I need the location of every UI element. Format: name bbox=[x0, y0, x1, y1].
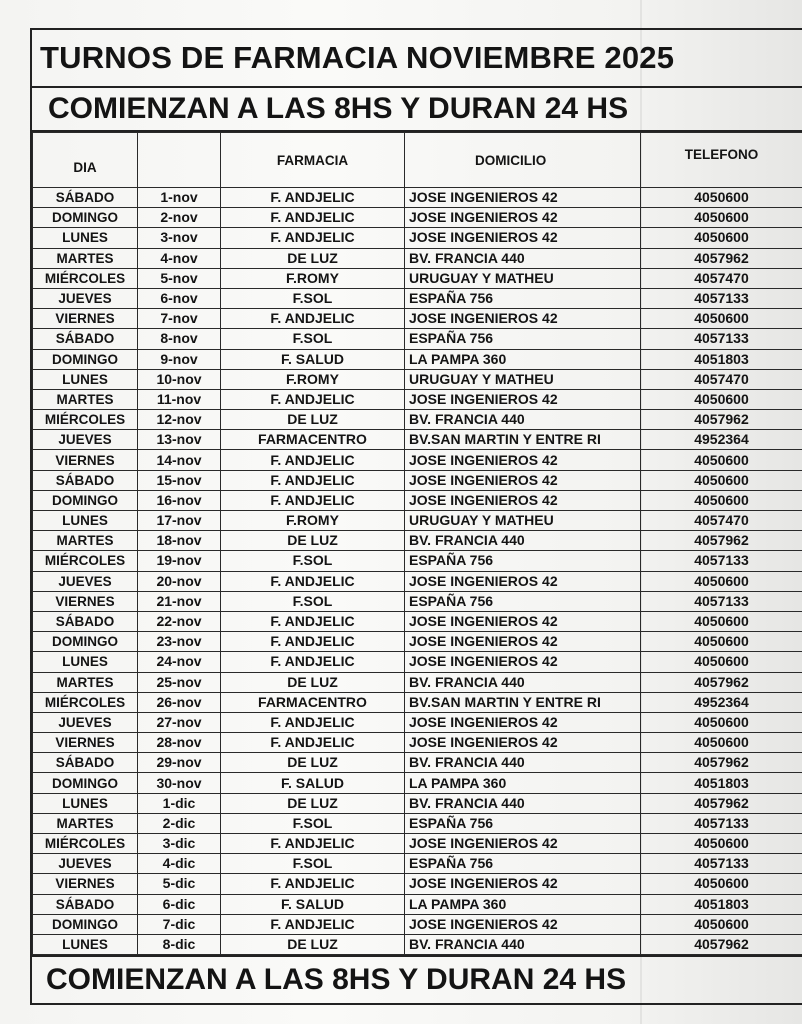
cell-fecha: 3-nov bbox=[138, 228, 221, 248]
table-row bbox=[33, 914, 802, 934]
cell-telefono: 4051803 bbox=[641, 894, 802, 914]
cell-domicilio: JOSE INGENIEROS 42 bbox=[405, 188, 641, 208]
cell-telefono: 4050600 bbox=[641, 652, 802, 672]
cell-telefono: 4050600 bbox=[641, 712, 802, 732]
cell-dia: LUNES bbox=[33, 369, 138, 389]
cell-fecha: 22-nov bbox=[138, 611, 221, 631]
cell-fecha: 26-nov bbox=[138, 692, 221, 712]
cell-telefono: 4050600 bbox=[641, 188, 802, 208]
cell-telefono: 4057133 bbox=[641, 813, 802, 833]
cell-farmacia: F. ANDJELIC bbox=[221, 208, 405, 228]
cell-telefono: 4057133 bbox=[641, 288, 802, 308]
table-row bbox=[33, 753, 802, 773]
cell-domicilio: LA PAMPA 360 bbox=[405, 773, 641, 793]
table-row bbox=[33, 430, 802, 450]
cell-farmacia: F. ANDJELIC bbox=[221, 450, 405, 470]
cell-farmacia: DE LUZ bbox=[221, 410, 405, 430]
cell-fecha: 14-nov bbox=[138, 450, 221, 470]
cell-domicilio: LA PAMPA 360 bbox=[405, 349, 641, 369]
column-header-telefono: TELEFONO bbox=[641, 133, 802, 188]
cell-telefono: 4051803 bbox=[641, 773, 802, 793]
cell-dia: SÁBADO bbox=[33, 188, 138, 208]
cell-fecha: 2-nov bbox=[138, 208, 221, 228]
table-row bbox=[33, 894, 802, 914]
cell-fecha: 6-dic bbox=[138, 894, 221, 914]
cell-fecha: 21-nov bbox=[138, 591, 221, 611]
cell-domicilio: URUGUAY Y MATHEU bbox=[405, 511, 641, 531]
table-row bbox=[33, 551, 802, 571]
cell-farmacia: F.SOL bbox=[221, 288, 405, 308]
cell-telefono: 4050600 bbox=[641, 389, 802, 409]
table-row bbox=[33, 410, 802, 430]
cell-farmacia: F. ANDJELIC bbox=[221, 389, 405, 409]
cell-dia: DOMINGO bbox=[33, 914, 138, 934]
cell-dia: JUEVES bbox=[33, 288, 138, 308]
cell-dia: VIERNES bbox=[33, 591, 138, 611]
cell-domicilio: JOSE INGENIEROS 42 bbox=[405, 389, 641, 409]
cell-fecha: 11-nov bbox=[138, 389, 221, 409]
cell-fecha: 3-dic bbox=[138, 834, 221, 854]
cell-fecha: 16-nov bbox=[138, 490, 221, 510]
cell-telefono: 4051803 bbox=[641, 349, 802, 369]
cell-fecha: 20-nov bbox=[138, 571, 221, 591]
table-row bbox=[33, 652, 802, 672]
cell-telefono: 4050600 bbox=[641, 450, 802, 470]
table-row bbox=[33, 531, 802, 551]
cell-telefono: 4050600 bbox=[641, 490, 802, 510]
cell-dia: JUEVES bbox=[33, 712, 138, 732]
cell-dia: LUNES bbox=[33, 511, 138, 531]
table-row bbox=[33, 248, 802, 268]
cell-dia: SÁBADO bbox=[33, 753, 138, 773]
cell-dia: DOMINGO bbox=[33, 208, 138, 228]
table-row bbox=[33, 389, 802, 409]
cell-fecha: 24-nov bbox=[138, 652, 221, 672]
cell-dia: JUEVES bbox=[33, 430, 138, 450]
cell-domicilio: JOSE INGENIEROS 42 bbox=[405, 611, 641, 631]
cell-farmacia: F. ANDJELIC bbox=[221, 309, 405, 329]
cell-dia: MARTES bbox=[33, 248, 138, 268]
cell-farmacia: F. ANDJELIC bbox=[221, 834, 405, 854]
cell-telefono: 4057962 bbox=[641, 531, 802, 551]
cell-domicilio: BV. FRANCIA 440 bbox=[405, 410, 641, 430]
cell-domicilio: JOSE INGENIEROS 42 bbox=[405, 834, 641, 854]
cell-fecha: 27-nov bbox=[138, 712, 221, 732]
cell-fecha: 13-nov bbox=[138, 430, 221, 450]
cell-farmacia: DE LUZ bbox=[221, 753, 405, 773]
table-row bbox=[33, 712, 802, 732]
cell-dia: LUNES bbox=[33, 228, 138, 248]
schedule-table bbox=[32, 132, 802, 955]
cell-farmacia: F.SOL bbox=[221, 854, 405, 874]
cell-dia: VIERNES bbox=[33, 450, 138, 470]
cell-farmacia: F. ANDJELIC bbox=[221, 611, 405, 631]
table-row bbox=[33, 611, 802, 631]
cell-domicilio: BV. FRANCIA 440 bbox=[405, 934, 641, 954]
cell-domicilio: ESPAÑA 756 bbox=[405, 854, 641, 874]
cell-dia: LUNES bbox=[33, 934, 138, 954]
cell-farmacia: F.ROMY bbox=[221, 268, 405, 288]
table-row bbox=[33, 309, 802, 329]
table-row bbox=[33, 874, 802, 894]
cell-domicilio: URUGUAY Y MATHEU bbox=[405, 369, 641, 389]
cell-telefono: 4057470 bbox=[641, 511, 802, 531]
cell-domicilio: JOSE INGENIEROS 42 bbox=[405, 208, 641, 228]
table-row bbox=[33, 672, 802, 692]
cell-domicilio: JOSE INGENIEROS 42 bbox=[405, 632, 641, 652]
cell-fecha: 5-nov bbox=[138, 268, 221, 288]
table-row bbox=[33, 369, 802, 389]
cell-farmacia: F.SOL bbox=[221, 329, 405, 349]
table-row bbox=[33, 813, 802, 833]
cell-fecha: 18-nov bbox=[138, 531, 221, 551]
cell-farmacia: F. ANDJELIC bbox=[221, 228, 405, 248]
cell-farmacia: F. SALUD bbox=[221, 349, 405, 369]
table-row bbox=[33, 329, 802, 349]
table-row bbox=[33, 450, 802, 470]
cell-farmacia: DE LUZ bbox=[221, 934, 405, 954]
cell-telefono: 4057133 bbox=[641, 329, 802, 349]
table-row bbox=[33, 490, 802, 510]
table-body bbox=[33, 188, 802, 955]
table-row bbox=[33, 793, 802, 813]
column-header-dia: DIA bbox=[33, 133, 138, 188]
cell-telefono: 4050600 bbox=[641, 874, 802, 894]
cell-telefono: 4057962 bbox=[641, 672, 802, 692]
cell-telefono: 4057962 bbox=[641, 793, 802, 813]
cell-domicilio: JOSE INGENIEROS 42 bbox=[405, 490, 641, 510]
cell-farmacia: F. ANDJELIC bbox=[221, 188, 405, 208]
cell-dia: MIÉRCOLES bbox=[33, 268, 138, 288]
cell-domicilio: ESPAÑA 756 bbox=[405, 591, 641, 611]
cell-dia: MARTES bbox=[33, 813, 138, 833]
cell-domicilio: JOSE INGENIEROS 42 bbox=[405, 874, 641, 894]
cell-fecha: 2-dic bbox=[138, 813, 221, 833]
table-row bbox=[33, 854, 802, 874]
cell-fecha: 17-nov bbox=[138, 511, 221, 531]
cell-domicilio: JOSE INGENIEROS 42 bbox=[405, 733, 641, 753]
cell-dia: VIERNES bbox=[33, 733, 138, 753]
cell-telefono: 4050600 bbox=[641, 208, 802, 228]
cell-farmacia: FARMACENTRO bbox=[221, 430, 405, 450]
cell-fecha: 25-nov bbox=[138, 672, 221, 692]
cell-dia: SÁBADO bbox=[33, 329, 138, 349]
cell-fecha: 15-nov bbox=[138, 470, 221, 490]
cell-domicilio: BV. FRANCIA 440 bbox=[405, 753, 641, 773]
cell-farmacia: FARMACENTRO bbox=[221, 692, 405, 712]
cell-farmacia: F. ANDJELIC bbox=[221, 652, 405, 672]
cell-dia: LUNES bbox=[33, 652, 138, 672]
cell-farmacia: F.SOL bbox=[221, 551, 405, 571]
cell-domicilio: BV.SAN MARTIN Y ENTRE RI bbox=[405, 430, 641, 450]
cell-telefono: 4057962 bbox=[641, 248, 802, 268]
cell-farmacia: F.SOL bbox=[221, 813, 405, 833]
cell-farmacia: F. ANDJELIC bbox=[221, 571, 405, 591]
cell-dia: MARTES bbox=[33, 672, 138, 692]
cell-telefono: 4057962 bbox=[641, 410, 802, 430]
cell-telefono: 4050600 bbox=[641, 611, 802, 631]
cell-domicilio: BV. FRANCIA 440 bbox=[405, 531, 641, 551]
cell-farmacia: DE LUZ bbox=[221, 248, 405, 268]
cell-fecha: 28-nov bbox=[138, 733, 221, 753]
cell-fecha: 6-nov bbox=[138, 288, 221, 308]
cell-fecha: 7-nov bbox=[138, 309, 221, 329]
cell-dia: MIÉRCOLES bbox=[33, 834, 138, 854]
cell-farmacia: F.ROMY bbox=[221, 511, 405, 531]
table-row bbox=[33, 288, 802, 308]
cell-farmacia: F. ANDJELIC bbox=[221, 874, 405, 894]
cell-dia: MIÉRCOLES bbox=[33, 551, 138, 571]
cell-fecha: 12-nov bbox=[138, 410, 221, 430]
cell-telefono: 4057470 bbox=[641, 268, 802, 288]
table-row bbox=[33, 773, 802, 793]
cell-farmacia: F. ANDJELIC bbox=[221, 632, 405, 652]
cell-farmacia: DE LUZ bbox=[221, 531, 405, 551]
cell-telefono: 4057133 bbox=[641, 551, 802, 571]
cell-fecha: 5-dic bbox=[138, 874, 221, 894]
table-row bbox=[33, 834, 802, 854]
cell-telefono: 4057962 bbox=[641, 934, 802, 954]
cell-domicilio: JOSE INGENIEROS 42 bbox=[405, 309, 641, 329]
cell-telefono: 4057133 bbox=[641, 591, 802, 611]
table-row bbox=[33, 571, 802, 591]
cell-farmacia: F. ANDJELIC bbox=[221, 914, 405, 934]
cell-domicilio: BV. FRANCIA 440 bbox=[405, 248, 641, 268]
cell-dia: DOMINGO bbox=[33, 632, 138, 652]
cell-telefono: 4050600 bbox=[641, 733, 802, 753]
table-row bbox=[33, 349, 802, 369]
cell-dia: DOMINGO bbox=[33, 349, 138, 369]
cell-telefono: 4050600 bbox=[641, 470, 802, 490]
cell-dia: MIÉRCOLES bbox=[33, 692, 138, 712]
cell-dia: DOMINGO bbox=[33, 490, 138, 510]
cell-fecha: 4-nov bbox=[138, 248, 221, 268]
cell-domicilio: JOSE INGENIEROS 42 bbox=[405, 470, 641, 490]
cell-telefono: 4050600 bbox=[641, 571, 802, 591]
document-footer: COMIENZAN A LAS 8HS Y DURAN 24 HS bbox=[32, 955, 802, 1005]
cell-farmacia: F. SALUD bbox=[221, 773, 405, 793]
cell-farmacia: F. ANDJELIC bbox=[221, 470, 405, 490]
cell-farmacia: DE LUZ bbox=[221, 793, 405, 813]
cell-telefono: 4952364 bbox=[641, 430, 802, 450]
table-row bbox=[33, 632, 802, 652]
table-row bbox=[33, 268, 802, 288]
cell-dia: MIÉRCOLES bbox=[33, 410, 138, 430]
table-row bbox=[33, 733, 802, 753]
cell-telefono: 4057470 bbox=[641, 369, 802, 389]
cell-fecha: 8-nov bbox=[138, 329, 221, 349]
cell-fecha: 1-nov bbox=[138, 188, 221, 208]
cell-telefono: 4057962 bbox=[641, 753, 802, 773]
cell-fecha: 7-dic bbox=[138, 914, 221, 934]
table-row bbox=[33, 511, 802, 531]
cell-telefono: 4050600 bbox=[641, 914, 802, 934]
cell-dia: SÁBADO bbox=[33, 470, 138, 490]
cell-dia: JUEVES bbox=[33, 854, 138, 874]
cell-telefono: 4050600 bbox=[641, 632, 802, 652]
cell-fecha: 9-nov bbox=[138, 349, 221, 369]
cell-dia: SÁBADO bbox=[33, 611, 138, 631]
table-row bbox=[33, 228, 802, 248]
table-row bbox=[33, 591, 802, 611]
column-header-domicilio: DOMICILIO bbox=[405, 133, 641, 188]
table-row bbox=[33, 188, 802, 208]
cell-domicilio: JOSE INGENIEROS 42 bbox=[405, 228, 641, 248]
cell-fecha: 30-nov bbox=[138, 773, 221, 793]
cell-dia: DOMINGO bbox=[33, 773, 138, 793]
cell-domicilio: BV. FRANCIA 440 bbox=[405, 672, 641, 692]
cell-domicilio: JOSE INGENIEROS 42 bbox=[405, 450, 641, 470]
cell-fecha: 1-dic bbox=[138, 793, 221, 813]
cell-telefono: 4050600 bbox=[641, 834, 802, 854]
table-row bbox=[33, 934, 802, 954]
cell-domicilio: ESPAÑA 756 bbox=[405, 813, 641, 833]
cell-farmacia: F. ANDJELIC bbox=[221, 733, 405, 753]
cell-dia: SÁBADO bbox=[33, 894, 138, 914]
cell-telefono: 4952364 bbox=[641, 692, 802, 712]
column-header-fecha bbox=[138, 133, 221, 188]
cell-domicilio: JOSE INGENIEROS 42 bbox=[405, 914, 641, 934]
cell-dia: MARTES bbox=[33, 389, 138, 409]
cell-dia: VIERNES bbox=[33, 874, 138, 894]
cell-fecha: 10-nov bbox=[138, 369, 221, 389]
cell-domicilio: JOSE INGENIEROS 42 bbox=[405, 652, 641, 672]
column-header-farmacia: FARMACIA bbox=[221, 133, 405, 188]
table-row bbox=[33, 208, 802, 228]
cell-dia: VIERNES bbox=[33, 309, 138, 329]
cell-farmacia: F. SALUD bbox=[221, 894, 405, 914]
cell-farmacia: F.ROMY bbox=[221, 369, 405, 389]
table-header-row bbox=[33, 133, 802, 188]
cell-telefono: 4050600 bbox=[641, 309, 802, 329]
cell-domicilio: ESPAÑA 756 bbox=[405, 288, 641, 308]
cell-fecha: 4-dic bbox=[138, 854, 221, 874]
table-row bbox=[33, 470, 802, 490]
cell-domicilio: LA PAMPA 360 bbox=[405, 894, 641, 914]
cell-domicilio: BV.SAN MARTIN Y ENTRE RI bbox=[405, 692, 641, 712]
cell-farmacia: F. ANDJELIC bbox=[221, 490, 405, 510]
cell-fecha: 29-nov bbox=[138, 753, 221, 773]
cell-farmacia: DE LUZ bbox=[221, 672, 405, 692]
cell-domicilio: ESPAÑA 756 bbox=[405, 329, 641, 349]
cell-domicilio: URUGUAY Y MATHEU bbox=[405, 268, 641, 288]
cell-domicilio: BV. FRANCIA 440 bbox=[405, 793, 641, 813]
cell-domicilio: ESPAÑA 756 bbox=[405, 551, 641, 571]
cell-dia: LUNES bbox=[33, 793, 138, 813]
cell-fecha: 19-nov bbox=[138, 551, 221, 571]
cell-farmacia: F. ANDJELIC bbox=[221, 712, 405, 732]
document-subtitle: COMIENZAN A LAS 8HS Y DURAN 24 HS bbox=[32, 88, 802, 132]
cell-dia: MARTES bbox=[33, 531, 138, 551]
cell-fecha: 23-nov bbox=[138, 632, 221, 652]
cell-fecha: 8-dic bbox=[138, 934, 221, 954]
cell-domicilio: JOSE INGENIEROS 42 bbox=[405, 712, 641, 732]
cell-telefono: 4057133 bbox=[641, 854, 802, 874]
cell-domicilio: JOSE INGENIEROS 42 bbox=[405, 571, 641, 591]
schedule-document bbox=[30, 28, 802, 1005]
cell-farmacia: F.SOL bbox=[221, 591, 405, 611]
cell-dia: JUEVES bbox=[33, 571, 138, 591]
cell-telefono: 4050600 bbox=[641, 228, 802, 248]
document-title: TURNOS DE FARMACIA NOVIEMBRE 2025 bbox=[32, 28, 802, 88]
table-row bbox=[33, 692, 802, 712]
